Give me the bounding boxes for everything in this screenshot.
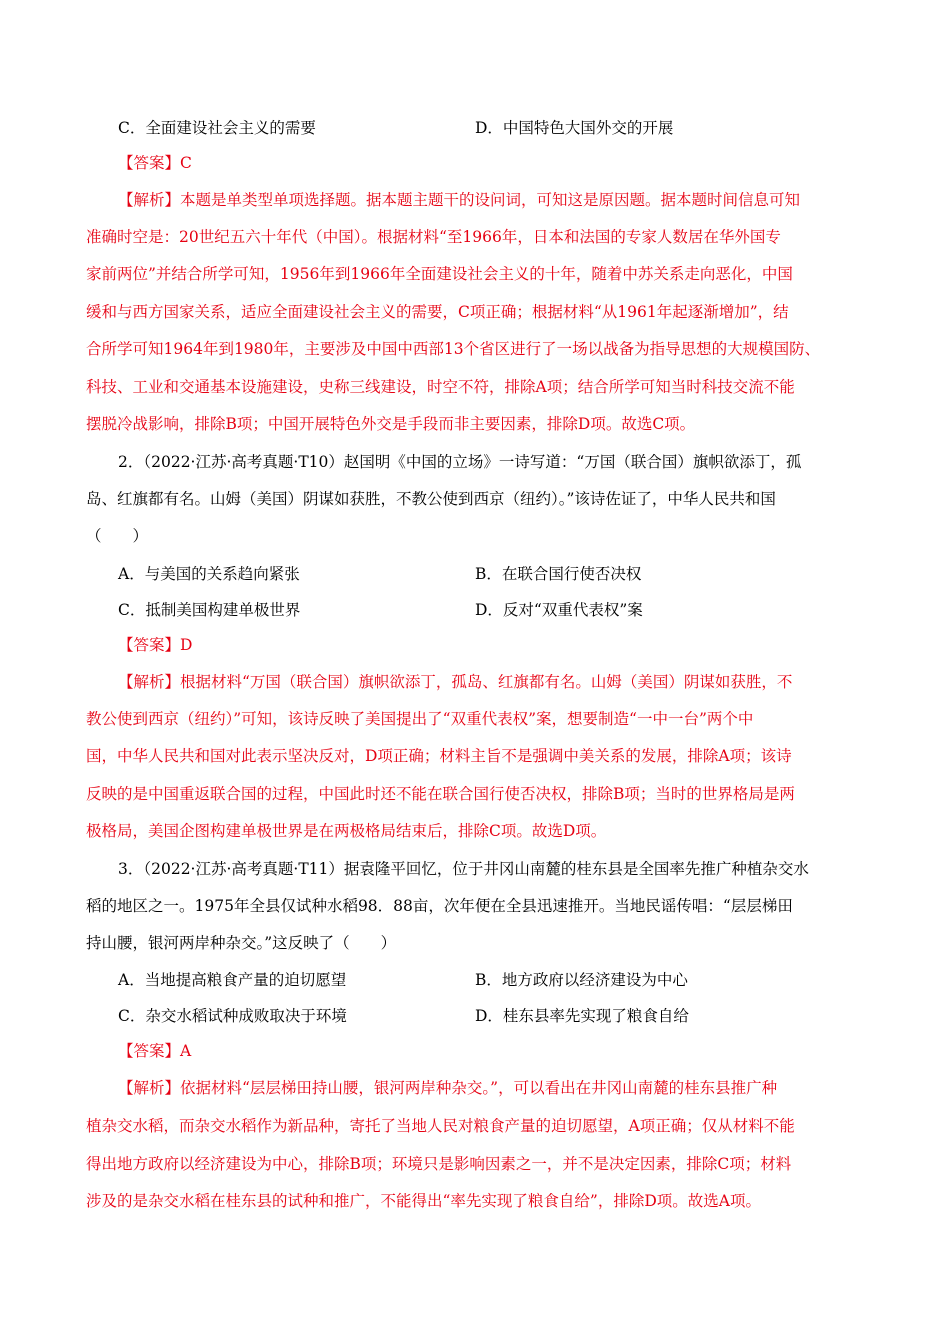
q1-analysis-line: 家前两位”并结合所学可知，1956年到1966年全面建设社会主义的十年，随着中苏关系走向恶化，中国	[86, 265, 793, 283]
q2-answer: 【答案】D	[118, 636, 193, 654]
q1-analysis-line: 缓和与西方国家关系，适应全面建设社会主义的需要，C项正确；根据材料“从1961年起逐渐增加”，结	[86, 303, 789, 321]
q3-stem-line: 稻的地区之一。1975年全县仅试种水稻98．88亩，次年便在全县迅速推开。当地民谣传唱：“层层梯田	[86, 897, 793, 915]
q2-stem-line: （ ）	[86, 527, 149, 545]
q1-answer: 【答案】C	[118, 154, 192, 172]
q2-option-b: B．在联合国行使否决权	[475, 565, 642, 583]
q3-analysis-line: 得出地方政府以经济建设为中心，排除B项；环境只是影响因素之一，并不是决定因素，排除C项；材料	[86, 1155, 792, 1173]
q1-option-c: C．全面建设社会主义的需要	[118, 119, 316, 137]
q2-analysis-line: 【解析】根据材料“万国（联合国）旗帜欲添丁，孤岛、红旗都有名。山姆（美国）阴谋如获胜，不	[118, 673, 793, 691]
q3-option-d: D．桂东县率先实现了粮食自给	[475, 1007, 689, 1025]
q1-analysis-line: 准确时空是：20世纪五六十年代（中国）。根据材料“至1966年，日本和法国的专家人数居在华外国专	[86, 228, 781, 246]
q2-stem-line: 2．（2022·江苏·高考真题·T10）赵国明《中国的立场》一诗写道：“万国（联合国）旗帜欲添丁，孤	[118, 453, 802, 471]
q1-analysis-line: 摆脱冷战影响，排除B项；中国开展特色外交是手段而非主要因素，排除D项。故选C项。	[86, 415, 696, 433]
q2-analysis-line: 极格局，美国企图构建单极世界是在两极格局结束后，排除C项。故选D项。	[86, 822, 607, 840]
q1-analysis-line: 【解析】本题是单类型单项选择题。据本题主题干的设问词，可知这是原因题。据本题时间信息可知	[118, 191, 801, 209]
q3-answer: 【答案】A	[118, 1042, 192, 1060]
q3-analysis-line: 植杂交水稻，而杂交水稻作为新品种，寄托了当地人民对粮食产量的迫切愿望，A项正确；仅从材料不能	[86, 1117, 795, 1135]
q2-analysis-line: 国，中华人民共和国对此表示坚决反对，D项正确；材料主旨不是强调中美关系的发展，排除A项；该诗	[86, 747, 792, 765]
q3-analysis-line: 涉及的是杂交水稻在桂东县的试种和推广，不能得出“率先实现了粮食自给”，排除D项。故选A项。	[86, 1192, 761, 1210]
q1-option-d: D．中国特色大国外交的开展	[475, 119, 674, 137]
q2-option-a: A．与美国的关系趋向紧张	[118, 565, 300, 583]
q2-analysis-line: 反映的是中国重返联合国的过程，中国此时还不能在联合国行使否决权，排除B项；当时的世界格局是两	[86, 785, 795, 803]
q2-option-d: D．反对“双重代表权”案	[475, 601, 643, 619]
q3-stem-line: 持山腰，银河两岸种杂交。”这反映了（ ）	[86, 934, 397, 952]
q3-option-b: B．地方政府以经济建设为中心	[475, 971, 688, 989]
q2-option-c: C．抵制美国构建单极世界	[118, 601, 301, 619]
q1-analysis-line: 合所学可知1964年到1980年，主要涉及中国中西部13个省区进行了一场以战备为指导思想的大规模国防、	[86, 340, 821, 358]
q3-option-c: C．杂交水稻试种成败取决于环境	[118, 1007, 347, 1025]
q1-analysis-line: 科技、工业和交通基本设施建设，史称三线建设，时空不符，排除A项；结合所学可知当时科技交流不能	[86, 378, 795, 396]
q2-stem-line: 岛、红旗都有名。山姆（美国）阴谋如获胜，不教公使到西京（纽约）。”该诗佐证了，中华人民共和国	[86, 490, 776, 508]
q3-option-a: A．当地提高粮食产量的迫切愿望	[118, 971, 347, 989]
q2-analysis-line: 教公使到西京（纽约）”可知，该诗反映了美国提出了“双重代表权”案，想要制造“一中一台”两个中	[86, 710, 754, 728]
q3-stem-line: 3．（2022·江苏·高考真题·T11）据袁隆平回忆，位于井冈山南麓的桂东县是全国率先推广种植杂交水	[118, 860, 809, 878]
q3-analysis-line: 【解析】依据材料“层层梯田持山腰，银河两岸种杂交。”，可以看出在井冈山南麓的桂东县推广种	[118, 1079, 778, 1097]
